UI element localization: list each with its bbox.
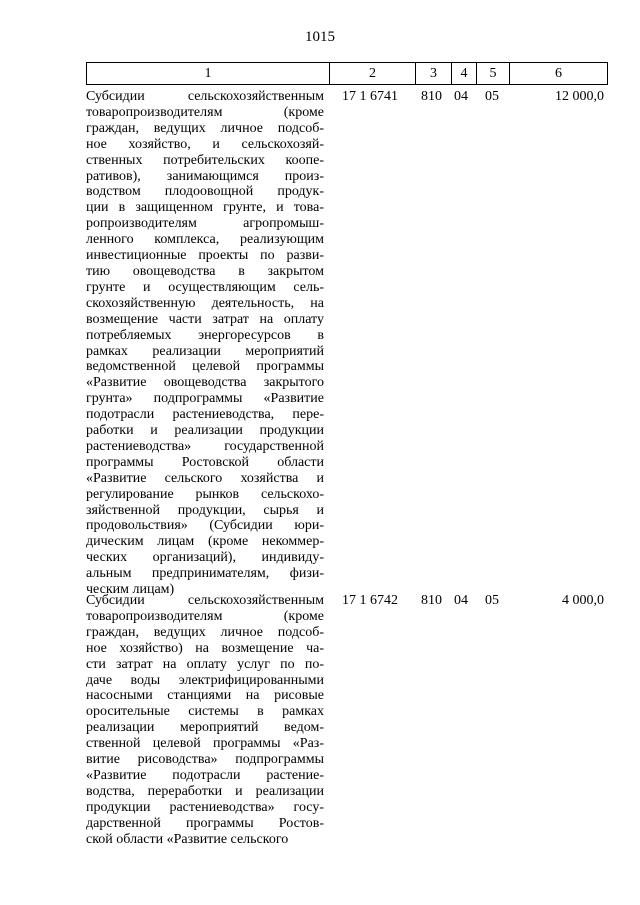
description-line: «Развитие сельского хозяйства и (86, 470, 324, 486)
row-col-3: 810 (421, 593, 442, 608)
description-line: водства, переработки и реализации (86, 783, 324, 799)
description-line: продукции растениеводства» госу- (86, 799, 324, 815)
description-line: ведомственной целевой программы (86, 359, 324, 375)
header-col-4: 4 (452, 63, 477, 84)
table-header-row (86, 62, 608, 85)
row-code: 17 1 6741 (342, 89, 398, 104)
row-amount: 12 000,0 (555, 89, 604, 104)
row-description (86, 593, 324, 848)
header-col-5: 5 (477, 63, 510, 84)
description-line: ративов), занимающимся произ- (86, 168, 324, 184)
description-line: «Развитие подотрасли растение- (86, 767, 324, 783)
description-line: программы Ростовской области (86, 454, 324, 470)
description-line: инвестиционные проекты по разви- (86, 248, 324, 264)
description-line: водством плодоовощной продук- (86, 184, 324, 200)
row-amount: 4 000,0 (562, 593, 604, 608)
header-col-1: 1 (87, 63, 330, 84)
description-line: Субсидии сельскохозяйственным (86, 593, 324, 608)
description-line: дарственной программы Ростов- (86, 815, 324, 831)
description-line: подотрасли растениеводства, пере- (86, 407, 324, 423)
header-col-2: 2 (330, 63, 416, 84)
description-line: товаропроизводителям (кроме (86, 104, 324, 120)
description-line: даче воды электрифицированными (86, 672, 324, 688)
description-line: витие рисоводства» подпрограммы (86, 752, 324, 768)
row-col-3: 810 (421, 89, 442, 104)
description-line: оросительные системы в рамках (86, 704, 324, 720)
description-line: ное хозяйство, и сельскохозяй- (86, 136, 324, 152)
description-line: продовольствия» (Субсидии юри- (86, 518, 324, 534)
row-col-4: 04 (454, 593, 468, 608)
description-line: работки и реализации продукции (86, 423, 324, 439)
description-line: альным предпринимателям, физи- (86, 566, 324, 582)
row-col-4: 04 (454, 89, 468, 104)
description-line: ленного комплекса, реализующим (86, 232, 324, 248)
description-line: ции в защищенном грунте, и това- (86, 200, 324, 216)
description-line: граждан, ведущих личное подсоб- (86, 120, 324, 136)
row-code: 17 1 6742 (342, 593, 398, 608)
description-line: тию овощеводства в закрытом (86, 263, 324, 279)
description-line: ческим лицам) (86, 582, 175, 598)
description-line: потребляемых энергоресурсов в (86, 327, 324, 343)
description-line: Субсидии сельскохозяйственным (86, 89, 324, 104)
description-line: рамках реализации мероприятий (86, 343, 324, 359)
description-line: ственной целевой программы «Раз- (86, 736, 324, 752)
header-col-6: 6 (510, 63, 608, 84)
description-line: ской области «Развитие сельского (86, 831, 289, 847)
description-line: возмещение части затрат на оплату (86, 311, 324, 327)
description-line: грунте и осуществляющим сель- (86, 279, 324, 295)
description-line: реализации мероприятий ведом- (86, 720, 324, 736)
description-line: товаропроизводителям (кроме (86, 608, 324, 624)
description-line: граждан, ведущих личное подсоб- (86, 624, 324, 640)
description-line: растениеводства» государственной (86, 438, 324, 454)
page-number: 1015 (305, 29, 335, 45)
description-line: дическим лицам (кроме некоммер- (86, 534, 324, 550)
description-line: скохозяйственную деятельность, на (86, 295, 324, 311)
description-line: насосными станциями на рисовые (86, 688, 324, 704)
description-line: ственных потребительских коопе- (86, 152, 324, 168)
description-line: грунта» подпрограммы «Развитие (86, 391, 324, 407)
row-description (86, 89, 324, 598)
row-col-5: 05 (485, 593, 499, 608)
header-col-3: 3 (416, 63, 452, 84)
description-line: сти затрат на оплату услуг по по- (86, 656, 324, 672)
row-col-5: 05 (485, 89, 499, 104)
description-line: ное хозяйство) на возмещение ча- (86, 640, 324, 656)
description-line: ческих организаций), индивиду- (86, 550, 324, 566)
description-line: «Развитие овощеводства закрытого (86, 375, 324, 391)
description-line: ропроизводителям агропромыш- (86, 216, 324, 232)
description-line: регулирование рынков сельскохо- (86, 486, 324, 502)
description-line: зяйственной продукции, сырья и (86, 502, 324, 518)
